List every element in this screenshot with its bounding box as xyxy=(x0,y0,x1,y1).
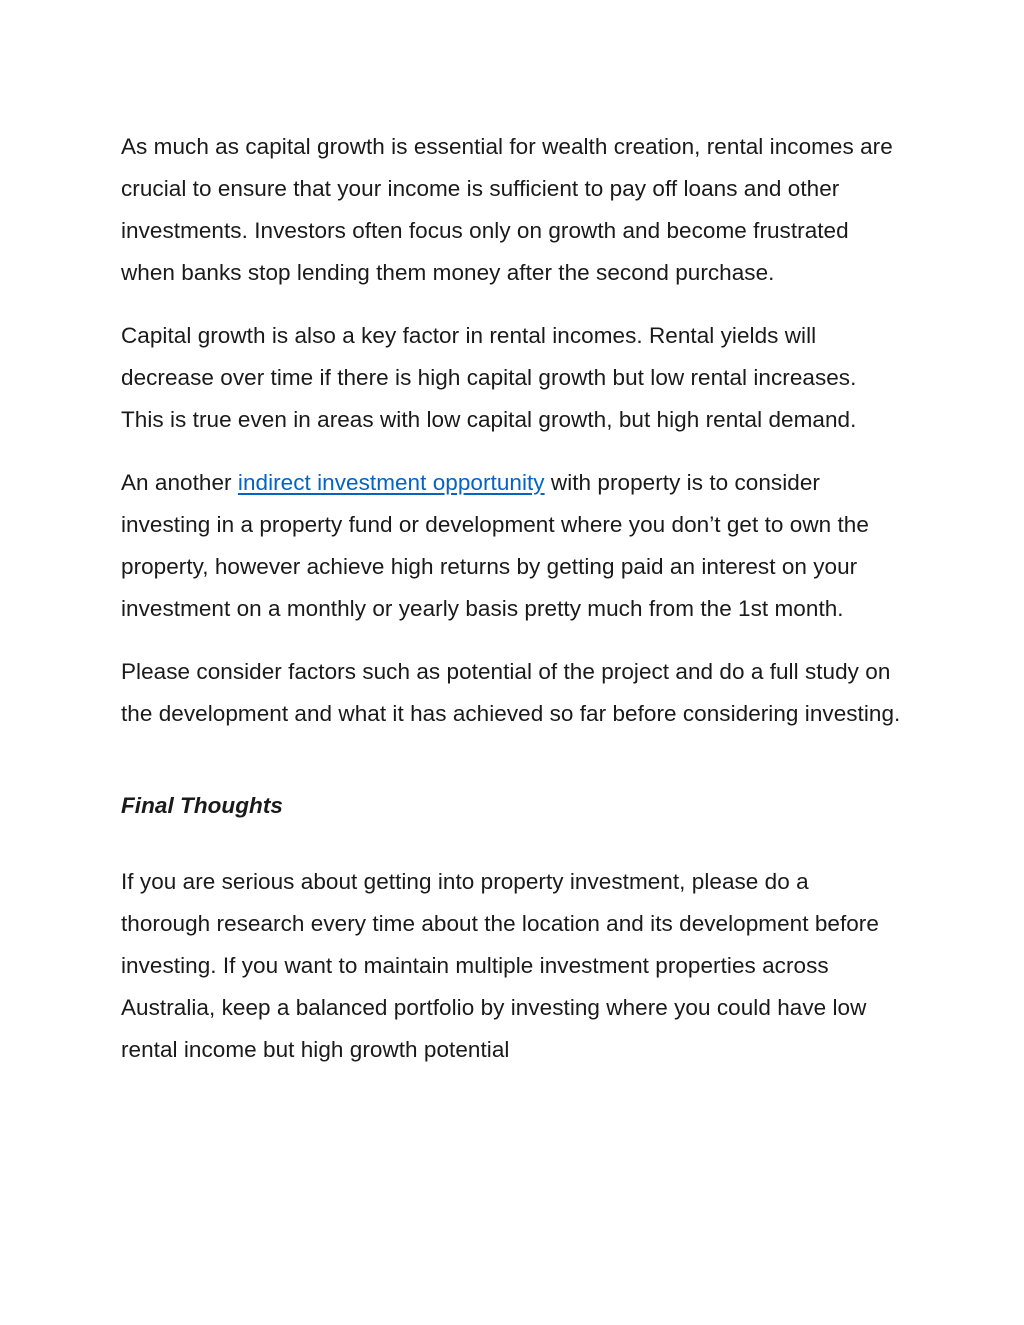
paragraph-text-before-link: An another xyxy=(121,470,238,495)
paragraph-indirect-investment xyxy=(121,462,901,630)
indirect-investment-link[interactable]: indirect investment opportunity xyxy=(237,470,545,495)
document-page xyxy=(121,126,901,1071)
section-heading-final-thoughts: Final Thoughts xyxy=(121,793,283,818)
paragraph-consider-factors: Please consider factors such as potential of the project and do a full study on the development and what it has achieved so far before considering investing. xyxy=(121,659,901,726)
paragraph-text-after-link: with property is to consider investing in a property fund or development where you don’t get to own the property, however achieve high returns by getting paid an interest on your investment on a monthly or yearly basis pretty much from the 1st month. xyxy=(121,470,869,621)
paragraph-capital-growth: Capital growth is also a key factor in rental incomes. Rental yields will decrease over time if there is high capital growth but low rental increases. This is true even in areas with low capital growth, but high rental demand. xyxy=(121,323,857,432)
paragraph-rental-income: As much as capital growth is essential for wealth creation, rental incomes are crucial to ensure that your income is sufficient to pay off loans and other investments. Investors often focus only on growth and become frustrated when banks stop lending them money after the second purchase. xyxy=(121,134,893,285)
paragraph-final-thoughts: If you are serious about getting into property investment, please do a thorough research every time about the location and its development before investing. If you want to maintain multiple investment properties across Australia, keep a balanced portfolio by investing where you could have low rental income but high growth potential xyxy=(121,869,879,1062)
